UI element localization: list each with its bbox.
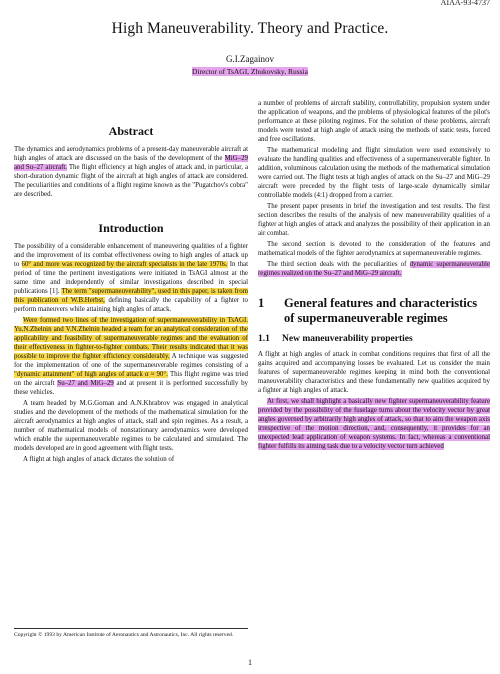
right-paragraph-3: The present paper presents in brief the investigation and test results. The first section describes the results of the analysis of new maneuverability qualities of a fighter at high angles of attack and analyzes the possibility of their application in an air combat. [258,203,490,237]
abstract-paragraph [14,145,248,199]
right-paragraph-5 [258,260,490,278]
highlight-run: dynamic supermaneuverable regimes realized on the Su–27 and MiG–29 aircraft. [258,261,490,277]
text-run: A technique was suggested for the implementation of one of the supermaneuverable regimes consisting of a [14,353,248,369]
left-column [14,124,248,466]
text-run: This flight regime was tried on the aircraft [14,371,248,387]
text-run: The dynamics and aerodynamics problems of a present-day maneuverable aircraft at high angles of attack are discussed on the basis of the development of the [14,146,248,162]
abstract-heading: Abstract [108,124,154,138]
subsection-number: 1.1 [258,334,270,344]
highlight-run: "dynamic attainment" of high angles of attack α ≈ 90°. [14,371,168,378]
highlight-run: 60° and more was recognized by the aircraft specialists in the late 1970s. [21,261,228,268]
page-number: 1 [248,658,252,667]
text-run: The possibility of a considerable enhancement of maneuvering qualities of a fighter and the improvement of its combat effectiveness owing to high angles of attack up to [14,243,248,268]
copyright-notice: Copyright © 1993 by American Institute of Aeronautics and Astronautics, Inc. All rights reserved. [14,628,248,639]
intro-paragraph-2 [14,316,248,397]
highlight-run: Su–27 and MiG–29 [57,380,114,387]
highlight-run: Were formed two lines of the investigation of supermaneuverability in TsAGI. Yu.N.Zhelnin and V.N.Zhelnin headed a team for an analytical consideration of the applicability and feasibility of supermaneuverable regimes and the evaluation of their effectiveness in fighter-to-fighter combats. Their results indicated that it was possible to improve the fighter efficiency considerably. [14,317,248,360]
right-paragraph-1: a number of problems of aircraft stability, controllability, propulsion system under the application of weapons, and the problems of physiological features of the pilot's performance at these piloting regimes. For the solution of these problems, aircraft models were tested at high angle of attack using the methods of static tests, forced and free oscillations. [258,100,490,143]
text-run: The flight efficiency at high angles of attack and, in particular, a short-duration dynamic flight of the aircraft at high angles of attack are considered. The peculiarities and conditions of a flight regime known as the "Pugatchov's cobra" are described. [14,164,248,198]
right-paragraph-4: The second section is devoted to the consideration of the features and mathematical models of the fighter aerodynamics at supermaneuverable regimes. [258,241,490,257]
right-column [258,99,490,453]
intro-paragraph-1 [14,242,248,314]
right-paragraph-2: The mathematical modeling and flight simulation were used extensively to evaluate the handling qualities and effectiveness of a supermaneuverable fighter. In addition, voluminous calculation using the methods of the mathematical simulation were carried out. The flight tests at high angles of attack on the Su–27 and MiG–29 aircraft were preceded by the flight tests of large-scale dynamically similar controllable models (4:1) dropped from a carrier. [258,147,490,199]
highlight-run: At first, we shall highlight a basically new fighter supermaneuverability feature provided by the possibility of the fuselage turns about the velocity vector by great angles governed by arbitrarily high angles of attack, so that to aim the weapon axis irrespective of the motion direction, and, consequently, it provides for an unexpected lead application of weapon systems. In fact, whereas a conventional fighter fulfills its aiming task due to a velocity vector turn achieved [258,398,490,450]
right-paragraph-7 [258,397,490,451]
highlight-run: The term "supermaneuverability", used in this paper, is taken from this publication of W.B.Herbst, [14,288,249,304]
intro-paragraph-3: A team headed by M.G.Goman and A.N.Khrabrov was engaged in analytical studies and the development of the methods of the mathematical simulation for the aircraft aerodynamics at high angles of attack, stall and spin regimes. As a result, a number of mathematical models of nonstationary aerodynamics were developed which enable the supermaneuverable regimes to be calculated and simulated. The models developed are in good agreement with flight tests. [14,400,248,452]
right-paragraph-6: A flight at high angles of attack in combat conditions requires that first of all the gains acquired and accompanying losses be evaluated. Let us consider the main features of supermaneuverable regimes keeping in mind both the conventional maneuverability characteristics and these fundamentally new qualities acquired by a fighter at high angles of attack. [258,351,490,394]
author-affiliation [0,67,500,76]
section-title: General features and characteristics of supermaneuverable regimes [284,296,478,325]
subsection-title: New maneuverability properties [282,334,413,344]
paper-title: High Maneuverability. Theory and Practice. [111,20,389,37]
highlight-run: MiG–29 and Su–27 aircraft. [14,155,248,171]
text-run: and at present it is performed successfully by these vehicles. [14,380,248,396]
text-run: defining basically the capability of a fighter to perform maneuvers while attaining high angles of attack. [14,297,248,313]
text-run: The third section deals with the peculiarities of [267,261,410,268]
document-id: AIAA-93-4737 [440,0,490,7]
intro-paragraph-4: A flight at high angles of attack dictates the solution of [23,456,175,463]
author-name: G.I.Zagainov [226,54,274,64]
subsection-1-1-heading [258,334,490,344]
section-number: 1 [258,296,265,310]
introduction-heading: Introduction [98,221,164,235]
section-1-heading [258,296,490,326]
affiliation-text: Director of TsAGI, Zhukovsky, Russia [192,67,308,76]
text-run: In that period of time the pertinent investigations were initiated in TsAGI almost at the same time and independently of similar investigations described in special publications [1]. [14,261,248,295]
